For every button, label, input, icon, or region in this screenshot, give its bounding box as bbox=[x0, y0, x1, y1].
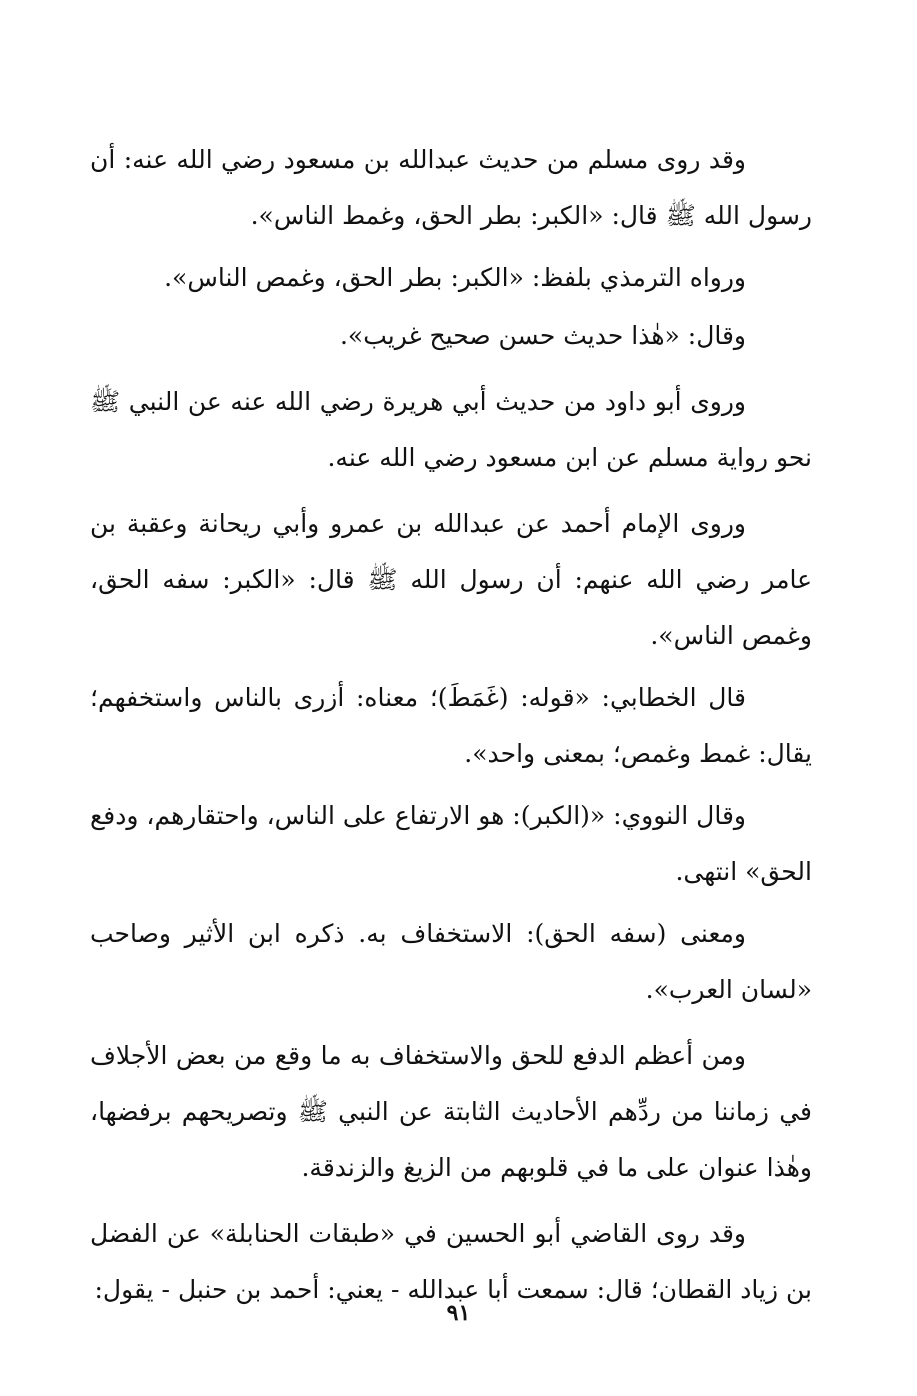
page-number: ٩١ bbox=[446, 1300, 471, 1326]
paragraph-rejection: ومن أعظم الدفع للحق والاستخفاف به ما وقع من بعض الأجلاف في زماننا من ردِّهم الأحاديث الثابتة عن النبي ﷺ وتصريحهم برفضها، وهٰذا عنوان على ما في قلوبهم من الزيغ والزندقة. bbox=[90, 1041, 812, 1182]
paragraph-khattabi: قال الخطابي: «قوله: (غَمَطَ)؛ معناه: أزرى بالناس واستخفهم؛ يقال: غمط وغمص؛ بمعنى واحد». bbox=[90, 683, 812, 768]
page-body bbox=[90, 132, 812, 1324]
paragraph-tirmidhi-grade: وقال: «هٰذا حديث حسن صحيح غريب». bbox=[339, 321, 746, 350]
paragraph-muslim-hadith: وقد روى مسلم من حديث عبدالله بن مسعود رضي الله عنه: أن رسول الله ﷺ قال: «الكبر: بطر الحق، وغمط الناس». bbox=[90, 145, 812, 230]
paragraph-safah-meaning: ومعنى (سفه الحق): الاستخفاف به. ذكره ابن الأثير وصاحب «لسان العرب». bbox=[90, 919, 812, 1004]
paragraph-nawawi: وقال النووي: «(الكبر): هو الارتفاع على الناس، واحتقارهم، ودفع الحق» انتهى. bbox=[90, 801, 812, 886]
paragraph-abu-dawud: وروى أبو داود من حديث أبي هريرة رضي الله عنه عن النبي ﷺ نحو رواية مسلم عن ابن مسعود رضي الله عنه. bbox=[90, 387, 812, 472]
paragraph-tirmidhi: ورواه الترمذي بلفظ: «الكبر: بطر الحق، وغمص الناس». bbox=[164, 263, 746, 292]
paragraph-qadi: وقد روى القاضي أبو الحسين في «طبقات الحنابلة» عن الفضل بن زياد القطان؛ قال: سمعت أبا عبدالله - يعني: أحمد بن حنبل - يقول: bbox=[90, 1219, 812, 1304]
paragraph-ahmad: وروى الإمام أحمد عن عبدالله بن عمرو وأبي ريحانة وعقبة بن عامر رضي الله عنهم: أن رسول الله ﷺ قال: «الكبر: سفه الحق، وغمص الناس». bbox=[90, 509, 812, 650]
